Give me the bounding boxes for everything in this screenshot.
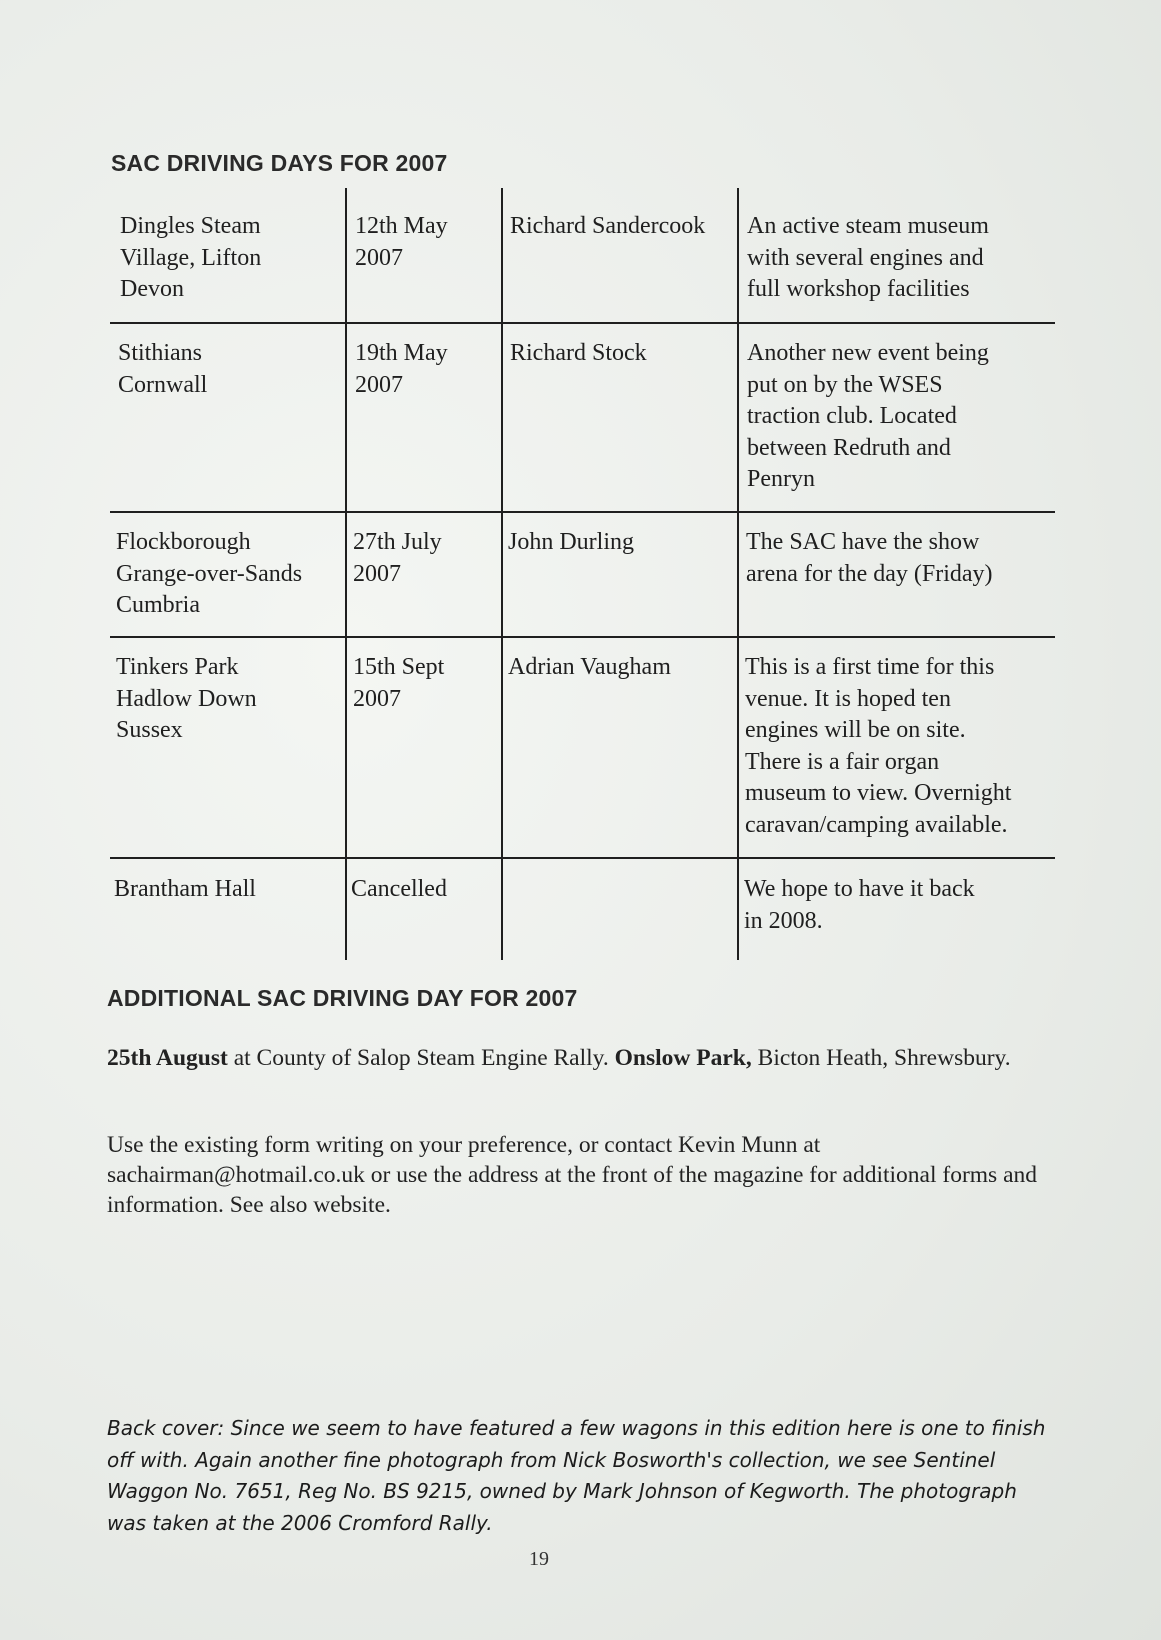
venue-cell: Brantham Hall bbox=[114, 876, 256, 902]
notes-cell: Another new event being put on by the WSES traction club. Located between Redruth and Penryn bbox=[747, 340, 989, 492]
date-cell: 15th Sept 2007 bbox=[353, 654, 445, 712]
table-row-divider bbox=[110, 636, 1055, 638]
contact-cell: Richard Sandercook bbox=[510, 213, 706, 239]
notes-cell: The SAC have the show arena for the day (Friday) bbox=[746, 529, 993, 587]
page-number: 19 bbox=[529, 1548, 549, 1570]
table-column-divider bbox=[345, 188, 347, 960]
additional-event-paragraph bbox=[107, 1043, 1057, 1073]
contact-cell: Adrian Vaugham bbox=[508, 654, 671, 680]
back-cover-caption: Back cover: Since we seem to have featured a few wagons in this edition here is one to finish off with. Again another fine photograph from Nick Bosworth's collection, we see Sentinel Waggon No. 7651, Reg No. BS 9215, owned by Mark Johnson of Kegworth. The photograph was taken at the 2006 Cromford Rally. bbox=[107, 1416, 1046, 1535]
venue-cell: Tinkers Park Hadlow Down Sussex bbox=[116, 654, 257, 743]
date-cell: 19th May 2007 bbox=[355, 340, 448, 398]
notes-cell: We hope to have it back in 2008. bbox=[744, 876, 975, 934]
driving-days-table bbox=[110, 188, 1055, 960]
contact-cell: Richard Stock bbox=[510, 340, 647, 366]
date-cell: 27th July 2007 bbox=[353, 529, 442, 587]
event-date: 25th August bbox=[107, 1045, 228, 1071]
table-row-divider bbox=[110, 322, 1055, 324]
table-row-divider bbox=[110, 511, 1055, 513]
event-text: at County of Salop Steam Engine Rally. bbox=[227, 1045, 615, 1071]
venue-cell: Dingles Steam Village, Lifton Devon bbox=[120, 213, 262, 302]
venue-cell: Stithians Cornwall bbox=[118, 340, 208, 398]
table-row-divider bbox=[110, 857, 1055, 859]
table-column-divider bbox=[501, 188, 503, 960]
venue-cell: Flockborough Grange-over-Sands Cumbria bbox=[116, 529, 303, 618]
event-location: Bicton Heath, Shrewsbury. bbox=[751, 1045, 1011, 1071]
notes-cell: An active steam museum with several engines and full workshop facilities bbox=[747, 213, 989, 302]
notes-cell: This is a first time for this venue. It is hoped ten engines will be on site. There is a fair organ museum to view. Overnight caravan/camping available. bbox=[745, 654, 1012, 838]
section-heading-additional-day: ADDITIONAL SAC DRIVING DAY FOR 2007 bbox=[107, 985, 578, 1011]
event-venue: Onslow Park, bbox=[614, 1045, 752, 1071]
date-cell: Cancelled bbox=[351, 876, 447, 902]
table-column-divider bbox=[737, 188, 739, 960]
section-heading-driving-days: SAC DRIVING DAYS FOR 2007 bbox=[111, 150, 448, 176]
date-cell: 12th May 2007 bbox=[355, 213, 448, 271]
contact-cell: John Durling bbox=[508, 529, 634, 555]
contact-paragraph: Use the existing form writing on your preference, or contact Kevin Munn at sachairman@hotmail.co.uk or use the address at the front of the magazine for additional forms and information. See also website. bbox=[107, 1132, 1038, 1218]
